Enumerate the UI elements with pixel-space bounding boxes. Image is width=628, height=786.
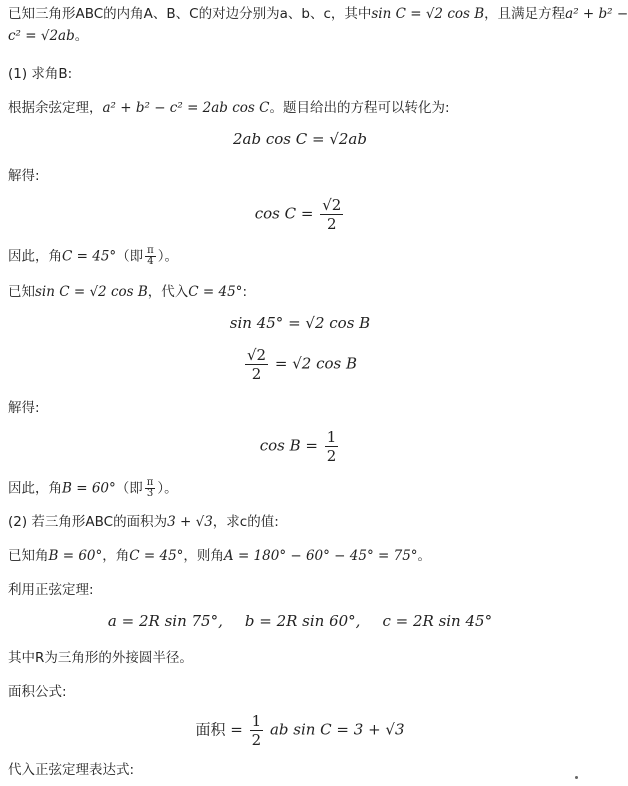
part1-heading: (1) 求角B:	[8, 66, 73, 82]
part2-heading	[8, 512, 592, 532]
part1-eq2-den: 2	[326, 215, 337, 233]
part1-concl2	[8, 478, 592, 499]
part1-eq4	[0, 346, 600, 383]
part1-concl1-den: 4	[147, 256, 154, 267]
part1-solve2: 解得:	[8, 400, 40, 416]
part2-known-mid1: ，角	[102, 548, 130, 564]
part1-text1	[8, 98, 592, 118]
part1-concl2-paren-close: ）。	[157, 480, 178, 497]
part1-concl2-paren-open: （即	[115, 480, 143, 497]
part1-known-prefix: 已知	[8, 284, 35, 300]
part1-eq2-num: √2	[322, 196, 342, 214]
part1-solve1: 解得:	[8, 168, 40, 184]
part1-known	[8, 282, 592, 302]
part1-eq5	[0, 428, 600, 465]
part2-known-c: C = 45°	[129, 548, 184, 564]
part2-eq-b: b = 2R sin 60°,	[244, 612, 361, 630]
problem-cond1: sin C = √2 cos B	[371, 6, 485, 22]
problem-cond2-line2: c² = √2ab	[8, 28, 75, 44]
problem-end: 。	[74, 28, 89, 44]
part2-area-den: 2	[251, 731, 262, 749]
part1-eq4-num: √2	[246, 346, 267, 364]
part1-eq2-fraction	[320, 196, 343, 233]
part1-concl2-den: 3	[146, 488, 154, 499]
part2-known-b: B = 60°	[48, 548, 103, 564]
part2-known	[8, 546, 592, 566]
part2-eq-c: c = 2R sin 45°	[382, 612, 493, 630]
part1-concl2-num: π	[146, 477, 154, 488]
part2-heading-prefix: (2) 若三角形ABC的面积为	[8, 514, 168, 530]
part2-sine-eqs	[0, 612, 600, 630]
part2-eq-a: a = 2R sin 75°,	[107, 612, 223, 630]
part1-text1-prefix: 根据余弦定理，	[8, 100, 103, 116]
problem-line-1	[8, 4, 628, 24]
part1-eq5-fraction	[325, 428, 339, 465]
part1-concl1-paren-open: （即	[116, 248, 144, 265]
part2-area-eq	[0, 712, 600, 749]
part1-eq5-lhs: cos B =	[259, 436, 318, 455]
part2-area-num: 1	[251, 712, 262, 730]
part1-eq4-fraction	[245, 346, 268, 383]
part1-known-suffix: :	[242, 284, 247, 300]
part2-area-fraction	[250, 712, 264, 749]
part1-eq3: sin 45° = √2 cos B	[229, 314, 371, 332]
problem-line-2	[8, 26, 592, 46]
part1-eq5-num: 1	[326, 428, 337, 446]
part1-text1-suffix: 。题目给出的方程可以转化为:	[269, 100, 450, 116]
part1-concl2-fraction	[145, 478, 156, 499]
part1-concl1-paren-close: ）。	[157, 248, 178, 265]
part1-known-sub: C = 45°	[188, 284, 243, 300]
part1-concl1-formula: C = 45°	[62, 248, 117, 265]
part1-eq4-rhs: = √2 cos B	[274, 354, 358, 373]
part1-eq1: 2ab cos C = √2ab	[233, 130, 367, 148]
part2-known-mid2: ，则角	[183, 548, 224, 564]
part2-area-label: 面积公式:	[8, 684, 67, 700]
part2-law-sines: 利用正弦定理:	[8, 582, 94, 598]
part2-known-prefix: 已知角	[8, 548, 49, 564]
part1-known-formula: sin C = √2 cos B	[35, 284, 148, 300]
part1-concl1-prefix: 因此，角	[8, 248, 62, 265]
part1-concl2-formula: B = 60°	[62, 480, 116, 497]
part1-concl1	[8, 246, 592, 267]
part1-text1-formula: a² + b² − c² = 2ab cos C	[102, 100, 270, 116]
part1-eq2-lhs: cos C =	[254, 204, 314, 223]
part1-eq5-den: 2	[326, 447, 337, 465]
part1-eq4-den: 2	[251, 365, 262, 383]
part1-concl1-num: π	[147, 245, 154, 256]
part1-concl2-prefix: 因此，角	[8, 480, 62, 497]
part2-radius-note: 其中R为三角形的外接圆半径。	[8, 650, 193, 666]
part2-area-lhs: 面积 =	[195, 720, 243, 739]
part1-eq2	[0, 196, 600, 233]
part1-known-mid: ，代入	[147, 284, 189, 300]
problem-mid: ，且满足方程	[484, 6, 566, 22]
corner-dot	[575, 776, 578, 779]
part2-known-end: 。	[417, 548, 432, 564]
problem-intro: 已知三角形ABC的内角A、B、C的对边分别为a、b、c，其中	[8, 6, 372, 22]
part2-known-a: A = 180° − 60° − 45° = 75°	[223, 548, 418, 564]
part2-heading-formula: 3 + √3	[167, 514, 213, 530]
problem-cond2-line1: a² + b² −	[565, 6, 628, 22]
part2-area-rhs: ab sin C = 3 + √3	[269, 720, 405, 739]
part1-concl1-fraction	[145, 246, 156, 267]
part2-heading-suffix: ，求c的值:	[212, 514, 279, 530]
part2-substitute: 代入正弦定理表达式:	[8, 762, 135, 778]
